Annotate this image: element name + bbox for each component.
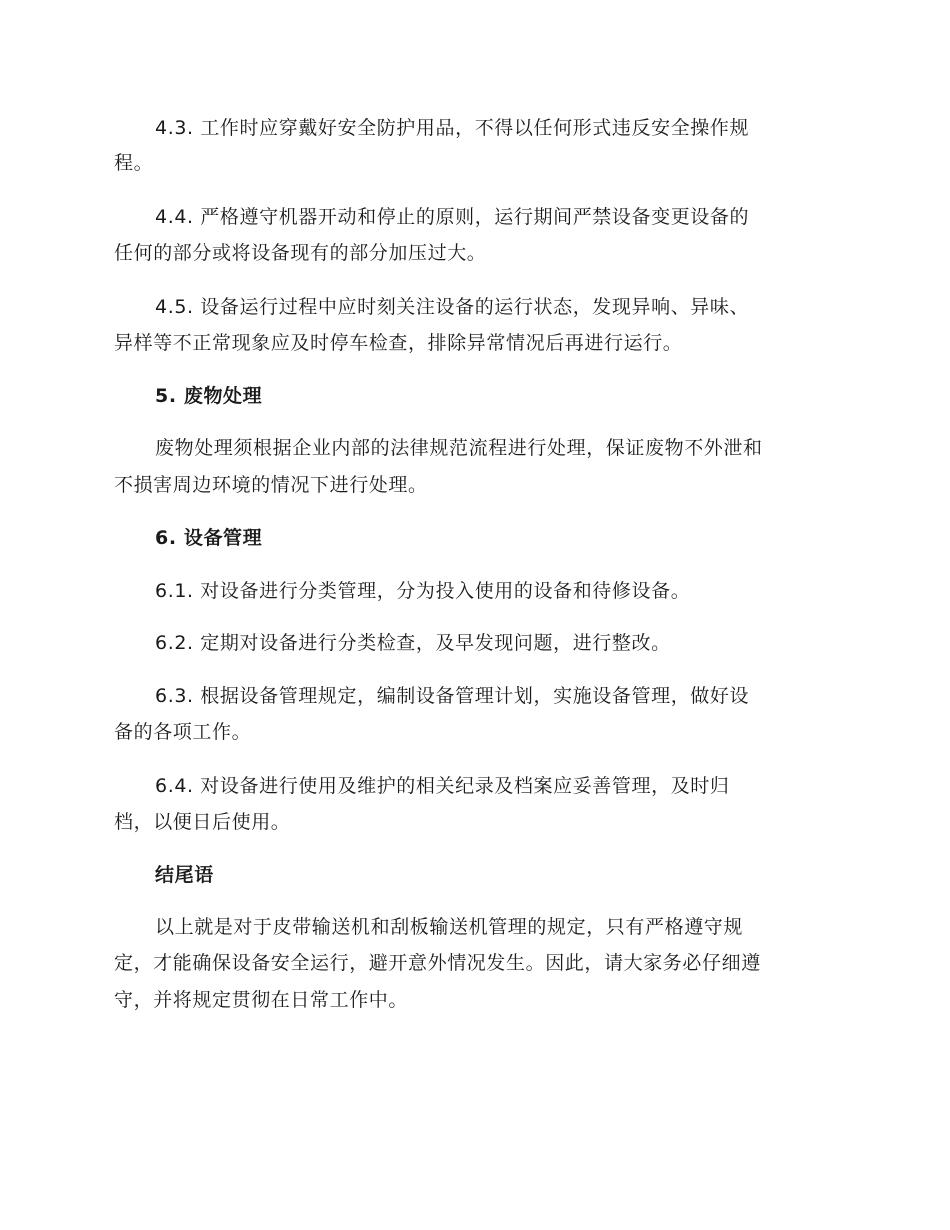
closing-paragraph-line-1: 以上就是对于皮带输送机和刮板输送机管理的规定，只有严格遵守规 [155,916,744,938]
item-4-5-line-1: 4.5. 设备运行过程中应时刻关注设备的运行状态，发现异响、异味、 [155,296,750,318]
closing-paragraph-line-2: 定，才能确保设备安全运行，避开意外情况发生。因此，请大家务必仔细遵 [114,952,761,974]
item-6-3-line-1: 6.3. 根据设备管理规定，编制设备管理计划，实施设备管理，做好设 [155,685,750,707]
item-4-5-line-2: 异样等不正常现象应及时停车检查，排除异常情况后再进行运行。 [114,332,683,354]
closing-paragraph-line-3: 守，并将规定贯彻在日常工作中。 [114,989,409,1011]
item-6-3-line-2: 备的各项工作。 [114,721,252,743]
closing-heading: 结尾语 [155,864,214,886]
item-4-4-line-2: 任何的部分或将设备现有的部分加压过大。 [114,242,487,264]
section-5-paragraph-line-1: 废物处理须根据企业内部的法律规范流程进行处理，保证废物不外泄和 [155,437,763,459]
item-4-4-line-1: 4.4. 严格遵守机器开动和停止的原则，运行期间严禁设备变更设备的 [155,206,750,228]
item-4-3-line-1: 4.3. 工作时应穿戴好安全防护用品，不得以任何形式违反安全操作规 [155,117,750,139]
item-6-2-line-1: 6.2. 定期对设备进行分类检查，及早发现问题，进行整改。 [155,632,671,654]
item-6-1-line-1: 6.1. 对设备进行分类管理，分为投入使用的设备和待修设备。 [155,580,691,602]
section-heading-5: 5. 废物处理 [155,385,263,407]
section-5-paragraph-line-2: 不损害周边环境的情况下进行处理。 [114,474,428,496]
item-6-4-line-1: 6.4. 对设备进行使用及维护的相关纪录及档案应妥善管理，及时归 [155,775,730,797]
item-4-3-line-2: 程。 [114,152,154,174]
item-6-4-line-2: 档，以便日后使用。 [114,811,291,833]
section-heading-6: 6. 设备管理 [155,527,263,549]
